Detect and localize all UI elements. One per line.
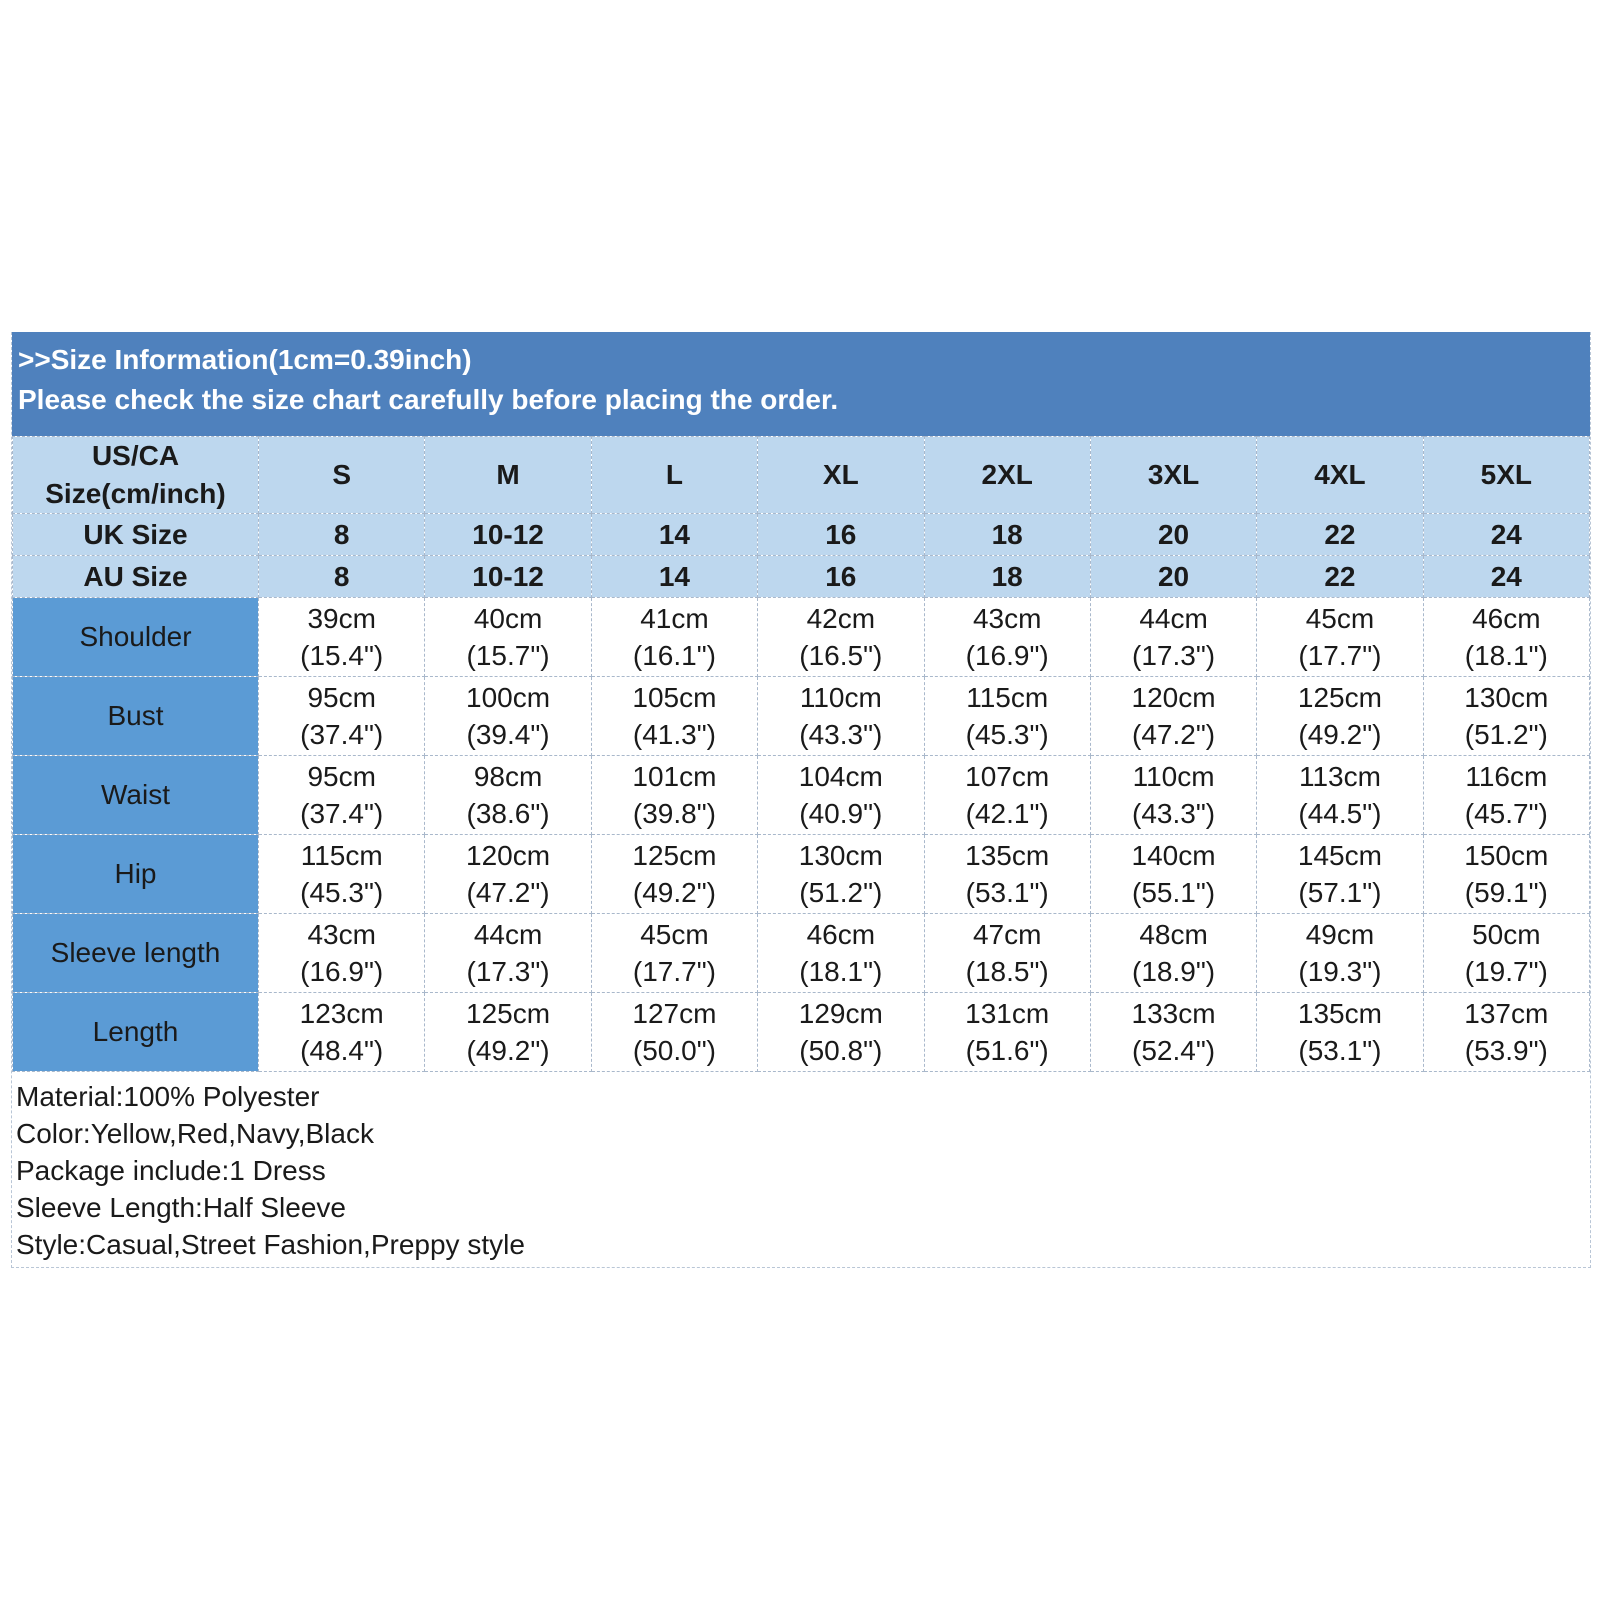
measurement-cm: 137cm <box>1464 998 1549 1029</box>
measurement-cm: 46cm <box>1472 603 1541 634</box>
measurement-inch: (52.4") <box>1132 1035 1216 1066</box>
measurement-cell <box>758 677 924 756</box>
measurement-cm: 48cm <box>1139 919 1208 950</box>
size-header-cell: L <box>591 437 757 514</box>
size-header-cell: S <box>259 437 425 514</box>
measurement-cell <box>1090 835 1256 914</box>
au-size-cell: 22 <box>1257 556 1423 598</box>
measurement-inch: (17.7") <box>1298 640 1382 671</box>
measurement-cell <box>425 914 591 993</box>
size-header-label-line1: US/CA <box>91 440 180 471</box>
measurement-row <box>13 835 1590 914</box>
uk-size-cell: 10-12 <box>425 514 591 556</box>
measurement-cm: 135cm <box>1297 998 1382 1029</box>
size-header-label <box>13 437 259 514</box>
note-sleeve-length: Sleeve Length:Half Sleeve <box>16 1192 346 1223</box>
measurement-cell <box>924 993 1090 1072</box>
au-size-cell: 10-12 <box>425 556 591 598</box>
measurement-cell <box>591 598 757 677</box>
uk-size-cell: 16 <box>758 514 924 556</box>
measurement-cm: 101cm <box>632 761 717 792</box>
au-size-cell: 20 <box>1090 556 1256 598</box>
measurement-cell <box>1090 598 1256 677</box>
measurement-inch: (47.2") <box>1132 719 1216 750</box>
measurement-cm: 131cm <box>965 998 1050 1029</box>
measurement-inch: (51.2") <box>799 877 883 908</box>
uk-size-row <box>13 514 1590 556</box>
note-color: Color:Yellow,Red,Navy,Black <box>16 1118 374 1149</box>
measurement-cell <box>1423 835 1589 914</box>
uk-size-cell: 22 <box>1257 514 1423 556</box>
measurement-cell <box>1423 914 1589 993</box>
measurement-inch: (45.3") <box>965 719 1049 750</box>
measurement-inch: (18.9") <box>1132 956 1216 987</box>
measurement-cm: 125cm <box>1297 682 1382 713</box>
size-header-cell: 2XL <box>924 437 1090 514</box>
measurement-cm: 135cm <box>965 840 1050 871</box>
measurement-inch: (19.7") <box>1464 956 1548 987</box>
measurement-row <box>13 914 1590 993</box>
measurement-inch: (16.5") <box>799 640 883 671</box>
measurement-cm: 49cm <box>1305 919 1375 950</box>
measurement-cm: 104cm <box>798 761 883 792</box>
measurement-cell <box>425 598 591 677</box>
measurement-label: Shoulder <box>13 598 259 677</box>
au-size-label: AU Size <box>13 556 259 598</box>
uk-size-label: UK Size <box>13 514 259 556</box>
measurement-label: Waist <box>13 756 259 835</box>
measurement-cm: 113cm <box>1298 761 1381 792</box>
measurement-inch: (47.2") <box>466 877 550 908</box>
measurement-cm: 115cm <box>300 840 383 871</box>
measurement-inch: (41.3") <box>632 719 716 750</box>
measurement-cell <box>1423 993 1589 1072</box>
size-info-title: >>Size Information(1cm=0.39inch) <box>18 344 472 375</box>
size-header-cell: 5XL <box>1423 437 1589 514</box>
measurement-inch: (43.3") <box>1132 798 1216 829</box>
measurement-cell <box>758 598 924 677</box>
measurement-cell <box>1257 914 1423 993</box>
measurement-row <box>13 677 1590 756</box>
measurement-cell <box>758 914 924 993</box>
measurement-cm: 43cm <box>972 603 1042 634</box>
measurement-inch: (15.4") <box>300 640 384 671</box>
measurement-cm: 95cm <box>307 761 376 792</box>
measurement-cell <box>259 914 425 993</box>
measurement-cell <box>1257 756 1423 835</box>
measurement-label: Sleeve length <box>13 914 259 993</box>
measurement-cm: 95cm <box>307 682 376 713</box>
measurement-inch: (17.3") <box>1132 640 1216 671</box>
measurement-inch: (40.9") <box>799 798 883 829</box>
measurement-inch: (44.5") <box>1298 798 1382 829</box>
measurement-cell <box>259 756 425 835</box>
measurement-label: Length <box>13 993 259 1072</box>
size-chart <box>11 332 1591 1268</box>
measurement-cell <box>924 756 1090 835</box>
measurement-cm: 50cm <box>1472 919 1541 950</box>
measurement-cm: 100cm <box>466 682 551 713</box>
uk-size-cell: 18 <box>924 514 1090 556</box>
measurement-label: Hip <box>13 835 259 914</box>
measurement-cm: 120cm <box>466 840 551 871</box>
size-header-cell: XL <box>758 437 924 514</box>
measurement-cell <box>425 677 591 756</box>
measurement-inch: (42.1") <box>965 798 1049 829</box>
measurement-cell <box>425 835 591 914</box>
measurement-cell <box>1257 993 1423 1072</box>
measurement-cell <box>924 598 1090 677</box>
size-table <box>12 436 1590 1072</box>
au-size-cell: 18 <box>924 556 1090 598</box>
measurement-inch: (53.1") <box>1298 1035 1382 1066</box>
measurement-cell <box>1090 677 1256 756</box>
measurement-cm: 125cm <box>466 998 551 1029</box>
measurement-cm: 130cm <box>798 840 883 871</box>
size-header-cell: 4XL <box>1257 437 1423 514</box>
measurement-inch: (18.5") <box>965 956 1049 987</box>
au-size-cell: 8 <box>259 556 425 598</box>
measurement-inch: (16.1") <box>632 640 716 671</box>
measurement-cm: 40cm <box>473 603 543 634</box>
measurement-cm: 43cm <box>307 919 376 950</box>
measurement-inch: (51.6") <box>965 1035 1049 1066</box>
measurement-cell <box>924 677 1090 756</box>
measurement-cell <box>1090 993 1256 1072</box>
measurement-cm: 115cm <box>966 682 1049 713</box>
measurement-cell <box>591 914 757 993</box>
size-info-banner <box>12 332 1590 436</box>
measurement-cm: 107cm <box>965 761 1050 792</box>
measurement-cm: 120cm <box>1131 682 1216 713</box>
measurement-inch: (57.1") <box>1298 877 1382 908</box>
measurement-inch: (38.6") <box>466 798 550 829</box>
measurement-inch: (49.2") <box>632 877 716 908</box>
measurement-inch: (18.1") <box>1464 640 1548 671</box>
measurement-inch: (53.9") <box>1464 1035 1548 1066</box>
measurement-cell <box>758 756 924 835</box>
size-header-cell: 3XL <box>1090 437 1256 514</box>
measurement-cell <box>425 993 591 1072</box>
measurement-cm: 44cm <box>1139 603 1208 634</box>
measurement-cell <box>1257 598 1423 677</box>
measurement-inch: (17.7") <box>632 956 716 987</box>
measurement-inch: (50.8") <box>799 1035 883 1066</box>
measurement-cell <box>1257 835 1423 914</box>
measurement-cm: 110cm <box>799 682 882 713</box>
measurement-cm: 47cm <box>972 919 1042 950</box>
measurement-cell <box>924 914 1090 993</box>
measurement-cm: 116cm <box>1465 761 1548 792</box>
measurement-cell <box>591 835 757 914</box>
measurement-cm: 41cm <box>640 603 709 634</box>
measurement-cm: 44cm <box>473 919 543 950</box>
measurement-cm: 133cm <box>1131 998 1216 1029</box>
size-header-row <box>13 437 1590 514</box>
measurement-inch: (51.2") <box>1464 719 1548 750</box>
measurement-inch: (16.9") <box>965 640 1049 671</box>
measurement-cell <box>758 993 924 1072</box>
measurement-cell <box>924 835 1090 914</box>
measurement-inch: (39.4") <box>466 719 550 750</box>
measurement-inch: (45.3") <box>300 877 384 908</box>
measurement-cell <box>259 677 425 756</box>
measurement-inch: (53.1") <box>965 877 1049 908</box>
measurement-cell <box>1090 756 1256 835</box>
au-size-cell: 24 <box>1423 556 1589 598</box>
measurement-cm: 123cm <box>299 998 384 1029</box>
measurement-cm: 45cm <box>640 919 709 950</box>
measurement-cm: 39cm <box>307 603 376 634</box>
measurement-cm: 46cm <box>806 919 876 950</box>
measurement-cell <box>1423 598 1589 677</box>
au-size-cell: 16 <box>758 556 924 598</box>
measurement-inch: (50.0") <box>632 1035 716 1066</box>
measurement-cm: 130cm <box>1464 682 1549 713</box>
measurement-cm: 98cm <box>473 761 543 792</box>
measurement-inch: (55.1") <box>1132 877 1216 908</box>
product-notes <box>12 1072 1590 1267</box>
measurement-inch: (37.4") <box>300 719 384 750</box>
measurement-cell <box>591 756 757 835</box>
note-package: Package include:1 Dress <box>16 1155 326 1186</box>
measurement-cell <box>259 598 425 677</box>
measurement-row <box>13 598 1590 677</box>
measurement-cm: 105cm <box>632 682 717 713</box>
measurement-cm: 129cm <box>798 998 883 1029</box>
measurement-inch: (19.3") <box>1298 956 1382 987</box>
size-info-instruction: Please check the size chart carefully before placing the order. <box>18 384 839 415</box>
measurement-cm: 140cm <box>1131 840 1216 871</box>
measurement-cell <box>758 835 924 914</box>
uk-size-cell: 14 <box>591 514 757 556</box>
measurement-inch: (18.1") <box>799 956 883 987</box>
measurement-row <box>13 756 1590 835</box>
measurement-row <box>13 993 1590 1072</box>
uk-size-cell: 20 <box>1090 514 1256 556</box>
measurement-cell <box>1423 677 1589 756</box>
measurement-inch: (15.7") <box>466 640 550 671</box>
measurement-cell <box>1423 756 1589 835</box>
measurement-cm: 125cm <box>632 840 717 871</box>
au-size-cell: 14 <box>591 556 757 598</box>
measurement-cell <box>259 993 425 1072</box>
measurement-cell <box>1257 677 1423 756</box>
measurement-cm: 150cm <box>1464 840 1549 871</box>
uk-size-cell: 24 <box>1423 514 1589 556</box>
measurement-inch: (37.4") <box>300 798 384 829</box>
measurement-cm: 45cm <box>1305 603 1375 634</box>
measurement-inch: (48.4") <box>300 1035 384 1066</box>
note-style: Style:Casual,Street Fashion,Preppy style <box>16 1229 525 1260</box>
measurement-inch: (43.3") <box>799 719 883 750</box>
measurement-cell <box>591 993 757 1072</box>
uk-size-cell: 8 <box>259 514 425 556</box>
measurement-inch: (45.7") <box>1464 798 1548 829</box>
note-material: Material:100% Polyester <box>16 1081 320 1112</box>
size-header-cell: M <box>425 437 591 514</box>
measurement-cm: 145cm <box>1297 840 1382 871</box>
measurement-cm: 42cm <box>806 603 876 634</box>
measurement-inch: (49.2") <box>466 1035 550 1066</box>
au-size-row <box>13 556 1590 598</box>
measurement-cell <box>259 835 425 914</box>
measurement-inch: (16.9") <box>300 956 384 987</box>
measurement-cm: 127cm <box>632 998 717 1029</box>
measurement-cell <box>591 677 757 756</box>
measurement-label: Bust <box>13 677 259 756</box>
measurement-inch: (59.1") <box>1464 877 1548 908</box>
measurement-cm: 110cm <box>1132 761 1215 792</box>
measurement-inch: (17.3") <box>466 956 550 987</box>
measurement-cell <box>425 756 591 835</box>
measurement-inch: (39.8") <box>632 798 716 829</box>
measurement-inch: (49.2") <box>1298 719 1382 750</box>
size-header-label-line2: Size(cm/inch) <box>45 478 226 509</box>
measurement-cell <box>1090 914 1256 993</box>
